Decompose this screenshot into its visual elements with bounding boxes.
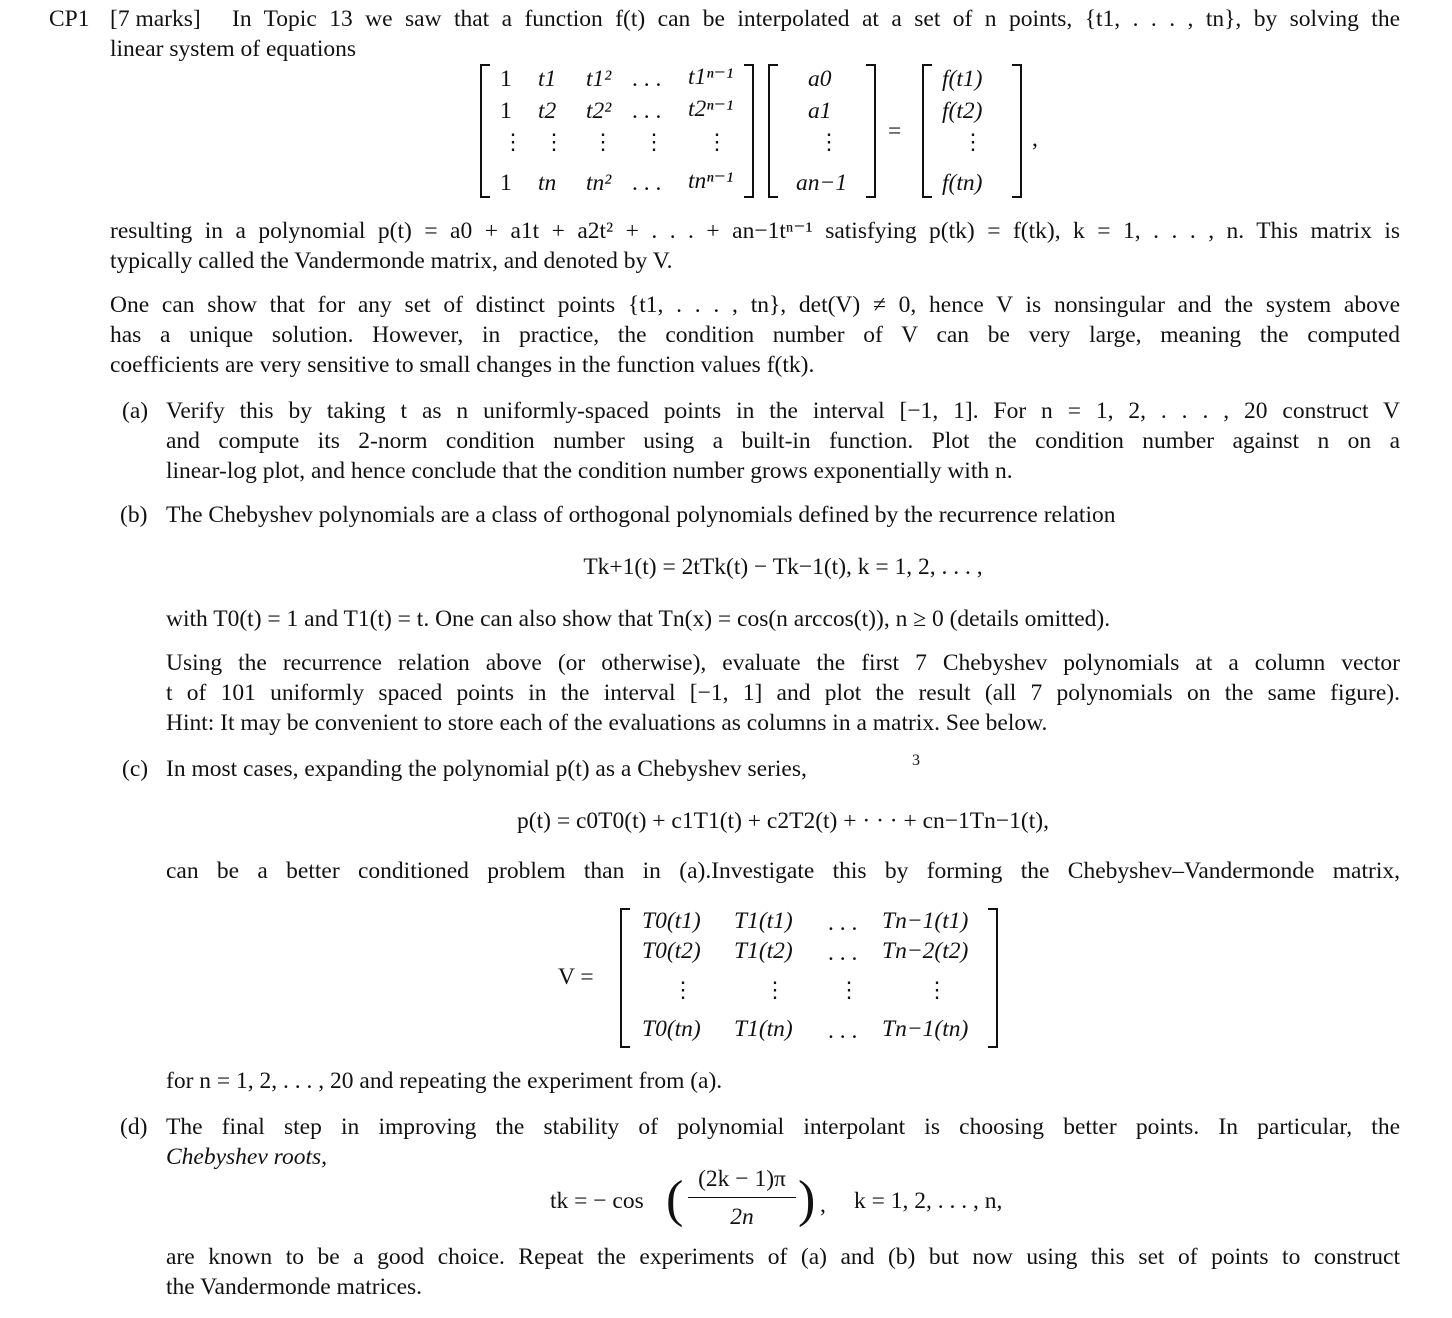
- cv-r2c1: T0(t2): [642, 938, 701, 964]
- rhs-1: f(t1): [942, 66, 983, 92]
- part-c-line-1: In most cases, expanding the polynomial p(t) as a Chebyshev series,: [166, 756, 807, 782]
- v-r2c3: t2²: [586, 98, 612, 124]
- cv-r3c3: . . .: [828, 1018, 858, 1044]
- part-b-line-5: Hint: It may be convenient to store each of the evaluations as columns in a matrix. See below.: [166, 710, 1048, 736]
- after-line-2: typically called the Vandermonde matrix, and denoted by V.: [110, 248, 673, 274]
- v-r3c4: . . .: [632, 170, 662, 196]
- part-d-label: (d): [120, 1114, 148, 1140]
- v-r2c5: t2ⁿ⁻¹: [688, 96, 734, 122]
- v-r3c3: tn²: [586, 170, 612, 196]
- matrix-lhs: V =: [558, 964, 594, 990]
- v-r1c3: t1²: [586, 66, 612, 92]
- equals-sign: =: [888, 118, 902, 144]
- part-b-line-3: Using the recurrence relation above (or otherwise), evaluate the first 7 Chebyshev polynomials at a column vector: [166, 650, 1400, 676]
- part-b-line-4: t of 101 uniformly spaced points in the interval [−1, 1] and plot the result (all 7 polynomials on the same figure).: [166, 680, 1400, 706]
- coef-3: an−1: [796, 170, 848, 196]
- part-b-label: (b): [120, 502, 148, 528]
- v-r1c5: t1ⁿ⁻¹: [688, 64, 734, 90]
- part-c-line-2: can be a better conditioned problem than in (a).Investigate this by forming the Chebyshev–Vandermonde matrix,: [166, 858, 1400, 884]
- v-r2c4: . . .: [632, 98, 662, 124]
- cv-r2c2: T1(t2): [734, 938, 793, 964]
- cv-r3c1: T0(tn): [642, 1016, 701, 1042]
- roots-rhs: k = 1, 2, . . . , n,: [854, 1188, 1003, 1214]
- v-r2c2: t2: [538, 98, 557, 124]
- rhs-3: f(tn): [942, 170, 983, 196]
- v-r3c5: tnⁿ⁻¹: [688, 168, 734, 194]
- part-d-line-3: are known to be a good choice. Repeat the experiments of (a) and (b) but now using this set of points to construct: [166, 1244, 1400, 1270]
- v-r2c1: 1: [500, 98, 512, 124]
- rhs-2: f(t2): [942, 98, 983, 124]
- part-a-line-3: linear-log plot, and hence conclude that the condition number grows exponentially with n.: [166, 458, 1013, 484]
- part-a-label: (a): [122, 398, 149, 424]
- v-r1c2: t1: [538, 66, 557, 92]
- intro-line-2: linear system of equations: [110, 36, 357, 62]
- footnote-mark: 3: [912, 752, 920, 769]
- v-r1c4: . . .: [632, 66, 662, 92]
- chebyshev-series-equation: p(t) = c0T0(t) + c1T1(t) + c2T2(t) + · · · + cn−1Tn−1(t),: [517, 808, 1049, 834]
- problem-label: CP1: [49, 6, 90, 32]
- part-d-line-2: Chebyshev roots,: [166, 1144, 327, 1170]
- v-r1c1: 1: [500, 66, 512, 92]
- part-b-line-2: with T0(t) = 1 and T1(t) = t. One can also show that Tn(x) = cos(n arccos(t)), n ≥ 0 (details omitted).: [166, 606, 1111, 632]
- cv-r1c1: T0(t1): [642, 908, 701, 934]
- part-a-line-2: and compute its 2-norm condition number using a built-in function. Plot the condition number against n on a: [166, 428, 1400, 454]
- cv-r1c4: Tn−1(t1): [882, 908, 969, 934]
- roots-denominator: 2n: [730, 1204, 754, 1230]
- part-b-line-1: The Chebyshev polynomials are a class of orthogonal polynomials defined by the recurrence relation: [166, 502, 1116, 528]
- cv-r1c3: . . .: [828, 910, 858, 936]
- part-a-line-1: Verify this by taking t as n uniformly-spaced points in the interval [−1, 1]. For n = 1, 2, . . . , 20 construct V: [166, 398, 1400, 424]
- v-r3c1: 1: [500, 170, 512, 196]
- system-comma: ,: [1032, 126, 1038, 152]
- part-d-line-4: the Vandermonde matrices.: [166, 1274, 423, 1300]
- para2-line-1: One can show that for any set of distinct points {t1, . . . , tn}, det(V) ≠ 0, hence V is nonsingular and the system above: [110, 292, 1400, 318]
- recurrence-equation: Tk+1(t) = 2tTk(t) − Tk−1(t), k = 1, 2, . . . ,: [583, 554, 983, 580]
- after-line-1: resulting in a polynomial p(t) = a0 + a1t + a2t² + . . . + an−1tⁿ⁻¹ satisfying p(tk) = f(tk), k = 1, . . . , n. This matrix is: [110, 218, 1400, 244]
- para2-line-3: coefficients are very sensitive to small changes in the function values f(tk).: [110, 352, 815, 378]
- para2-line-2: has a unique solution. However, in practice, the condition number of V can be very large, meaning the computed: [110, 322, 1400, 348]
- cv-r1c2: T1(t1): [734, 908, 793, 934]
- part-d-line-1: The final step in improving the stability of polynomial interpolant is choosing better points. In particular, the: [166, 1114, 1400, 1140]
- cv-r2c3: . . .: [828, 940, 858, 966]
- coef-2: a1: [808, 98, 832, 124]
- cv-r3c2: T1(tn): [734, 1016, 793, 1042]
- part-c-line-3: for n = 1, 2, . . . , 20 and repeating the experiment from (a).: [166, 1068, 723, 1094]
- part-c-label: (c): [122, 756, 149, 782]
- roots-lhs: tk = − cos: [550, 1188, 644, 1214]
- cv-r3c4: Tn−1(tn): [882, 1016, 969, 1042]
- cv-r2c4: Tn−2(t2): [882, 938, 969, 964]
- coef-1: a0: [808, 66, 832, 92]
- v-r3c2: tn: [538, 170, 557, 196]
- roots-numerator: (2k − 1)π: [698, 1166, 786, 1192]
- problem-marks: [7 marks]: [110, 6, 201, 32]
- intro-line-1: In Topic 13 we saw that a function f(t) can be interpolated at a set of n points, {t1, . . . , tn}, by solving the: [232, 6, 1400, 32]
